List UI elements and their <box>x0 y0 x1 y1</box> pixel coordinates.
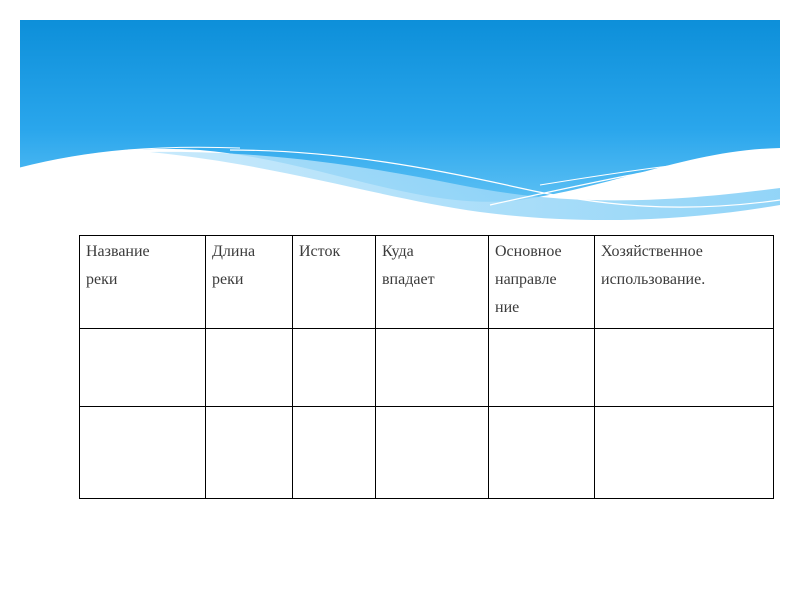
column-header-economic-use: Хозяйственное использование. <box>595 236 774 329</box>
table-cell[interactable] <box>489 329 595 407</box>
table-cell[interactable] <box>489 407 595 499</box>
table-cell[interactable] <box>293 407 376 499</box>
table-row <box>80 329 774 407</box>
column-header-direction: Основное направле ние <box>489 236 595 329</box>
table-cell[interactable] <box>80 407 206 499</box>
table-cell[interactable] <box>376 329 489 407</box>
column-header-river-name: Название реки <box>80 236 206 329</box>
river-table <box>79 235 774 499</box>
table-cell[interactable] <box>376 407 489 499</box>
column-header-river-length: Длина реки <box>206 236 293 329</box>
table-row <box>80 407 774 499</box>
table-cell[interactable] <box>80 329 206 407</box>
table-header-row <box>80 236 774 329</box>
table-cell[interactable] <box>595 407 774 499</box>
column-header-source: Исток <box>293 236 376 329</box>
table-cell[interactable] <box>595 329 774 407</box>
table-cell[interactable] <box>206 329 293 407</box>
table-cell[interactable] <box>206 407 293 499</box>
table-cell[interactable] <box>293 329 376 407</box>
header-wave-decoration <box>0 0 800 240</box>
column-header-mouth: Куда впадает <box>376 236 489 329</box>
